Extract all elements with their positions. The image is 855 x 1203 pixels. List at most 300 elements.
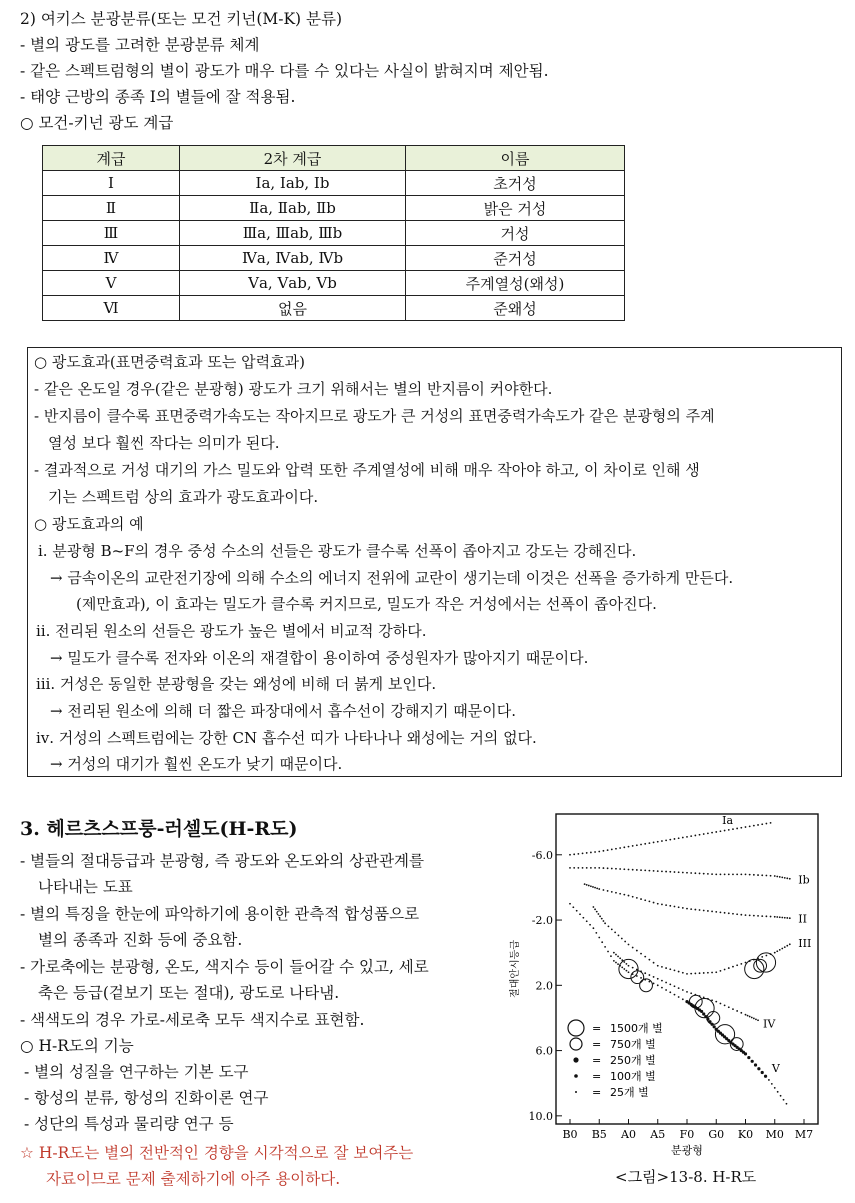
data-point [711, 832, 713, 834]
data-point [757, 824, 759, 826]
data-point [590, 852, 592, 854]
data-point [707, 873, 709, 875]
data-point [657, 903, 659, 905]
data-point [584, 883, 586, 885]
x-tick-label: B5 [591, 1128, 607, 1141]
note-line: 자료이므로 문제 출제하기에 아주 용이하다. [46, 1170, 341, 1188]
data-point [720, 970, 722, 972]
x-tick-label: K0 [737, 1128, 754, 1141]
data-point [586, 884, 588, 886]
data-point [648, 901, 650, 903]
data-point [740, 1012, 742, 1014]
data-point [665, 839, 667, 841]
data-point [611, 891, 613, 893]
legend-equals: = [592, 1086, 602, 1099]
section3-heading: 3. 헤르츠스프룽-러셀도(H-R도) [20, 818, 298, 840]
data-point [713, 1025, 716, 1028]
section2-bullet: - 별의 광도를 고려한 분광분류 체계 [20, 36, 260, 54]
data-point [740, 873, 742, 875]
star-clump [715, 1025, 734, 1044]
data-point [749, 874, 751, 876]
data-point [711, 972, 713, 974]
data-point [682, 837, 684, 839]
box-line: (제만효과), 이 효과는 밀도가 클수록 커지므로, 밀도가 작은 거성에서는 선폭이 좁아진다. [76, 595, 657, 613]
data-point [640, 869, 642, 871]
cell-class: Ⅳ [43, 246, 180, 271]
data-point [686, 872, 688, 874]
data-point [674, 969, 676, 971]
data-point [586, 867, 588, 869]
data-point [599, 915, 601, 917]
data-point [669, 991, 671, 993]
data-point [711, 911, 713, 913]
data-point [699, 834, 701, 836]
data-point [661, 870, 663, 872]
data-point [686, 836, 688, 838]
data-point [648, 974, 650, 976]
data-point [720, 873, 722, 875]
cell-name: 주계열성(왜성) [406, 271, 625, 296]
data-point [661, 980, 663, 982]
data-point [732, 913, 734, 915]
data-point [678, 906, 680, 908]
data-point [747, 1056, 750, 1059]
data-point [745, 873, 747, 875]
data-point [626, 970, 628, 972]
data-point [604, 946, 606, 948]
data-point [589, 924, 591, 926]
data-point [648, 981, 650, 983]
x-tick-label: A5 [650, 1128, 666, 1141]
cell-subclass: Ⅲa, Ⅲab, Ⅲb [180, 221, 406, 246]
data-point [745, 826, 747, 828]
data-point [623, 846, 625, 848]
data-point [577, 853, 579, 855]
data-point [617, 956, 619, 958]
data-point [755, 1018, 757, 1020]
data-point [632, 845, 634, 847]
data-point [694, 872, 696, 874]
data-point [657, 841, 659, 843]
cell-class: Ⅵ [43, 296, 180, 321]
data-point [594, 908, 596, 910]
data-point [747, 1015, 749, 1017]
data-point [628, 965, 630, 967]
sequence-label: III [798, 936, 812, 950]
data-point [665, 989, 667, 991]
data-point [694, 835, 696, 837]
cell-subclass: Ⅳa, Ⅳab, Ⅳb [180, 246, 406, 271]
data-point [665, 982, 667, 984]
legend-symbol [570, 1038, 582, 1050]
data-point [776, 876, 778, 878]
data-point [590, 867, 592, 869]
data-point [657, 870, 659, 872]
data-point [615, 892, 617, 894]
data-point [572, 906, 574, 908]
data-point [632, 967, 634, 969]
data-point [768, 1079, 770, 1081]
data-point [753, 825, 755, 827]
data-point [632, 869, 634, 871]
box-line: - 결과적으로 거성 대기의 가스 밀도와 압력 또한 주계열성에 비해 매우 작아야 하고, 이 차이로 인해 생 [34, 461, 700, 479]
data-point [682, 872, 684, 874]
data-point [761, 874, 763, 876]
data-point [771, 1083, 773, 1085]
box-line: → 거성의 대기가 훨씬 온도가 낮기 때문이다. [50, 755, 343, 773]
data-point [715, 971, 717, 973]
data-point [598, 851, 600, 853]
box-line: ○ 광도효과(표면중력효과 또는 압력효과) [34, 353, 305, 371]
data-point [777, 1091, 779, 1093]
data-point [779, 916, 781, 918]
legend-equals: = [592, 1038, 602, 1051]
sequence-label: II [798, 912, 808, 926]
data-point [644, 972, 646, 974]
data-point [694, 973, 696, 975]
data-point [669, 968, 671, 970]
table-row [43, 246, 625, 271]
data-point [678, 871, 680, 873]
data-point [569, 903, 571, 905]
data-point [588, 885, 590, 887]
data-point [757, 915, 759, 917]
data-point [784, 917, 786, 919]
x-tick-label: M7 [794, 1128, 814, 1141]
data-point [715, 911, 717, 913]
data-point [686, 991, 688, 993]
data-point [736, 828, 738, 830]
data-point [623, 968, 625, 970]
header-class: 계급 [43, 146, 180, 171]
data-point [623, 894, 625, 896]
data-point [661, 966, 663, 968]
data-point [707, 832, 709, 834]
data-point [653, 962, 655, 964]
data-point [682, 907, 684, 909]
legend-label: 250개 별 [610, 1054, 656, 1067]
data-point [740, 827, 742, 829]
data-point [781, 917, 783, 919]
data-point [576, 910, 578, 912]
data-point [707, 972, 709, 974]
y-axis-label: 절대안시등급 [510, 940, 521, 998]
data-point [774, 916, 776, 918]
data-point [774, 875, 776, 877]
data-point [607, 867, 609, 869]
sequence-label: IV [763, 1017, 776, 1031]
data-point [765, 955, 767, 957]
data-point [644, 843, 646, 845]
data-point [640, 953, 642, 955]
data-point [632, 947, 634, 949]
data-point [594, 851, 596, 853]
data-point [678, 837, 680, 839]
data-point [636, 969, 638, 971]
table-header-row [43, 146, 625, 171]
data-point [607, 849, 609, 851]
sequence-label: Ib [798, 873, 810, 887]
data-point [765, 915, 767, 917]
data-point [611, 928, 613, 930]
data-point [781, 876, 783, 878]
data-point [596, 887, 598, 889]
y-tick-label: 6.0 [535, 1044, 553, 1058]
x-tick-label: F0 [679, 1128, 695, 1141]
data-point [770, 875, 772, 877]
data-point [724, 873, 726, 875]
section3-line: - 색색도의 경우 가로-세로축 모두 색지수로 표현함. [20, 1011, 365, 1029]
legend-equals: = [592, 1054, 602, 1067]
data-point [657, 978, 659, 980]
data-point [598, 867, 600, 869]
data-point [711, 873, 713, 875]
table-row [43, 221, 625, 246]
table-row [43, 171, 625, 196]
x-tick-label: A0 [621, 1128, 636, 1141]
data-point [780, 1095, 782, 1097]
data-point [593, 906, 595, 908]
data-point [728, 1006, 730, 1008]
y-tick-label: -6.0 [531, 848, 553, 862]
data-point [653, 870, 655, 872]
cell-subclass: Ⅰa, Ⅰab, Ⅰb [180, 171, 406, 196]
data-point [640, 844, 642, 846]
data-point [619, 847, 621, 849]
data-point [690, 973, 692, 975]
table-row [43, 271, 625, 296]
data-point [613, 960, 615, 962]
section3-line: - 별들의 절대등급과 분광형, 즉 광도와 온도와의 상관관계를 [20, 852, 425, 870]
data-point [573, 867, 575, 869]
data-point [644, 899, 646, 901]
data-point [736, 1010, 738, 1012]
data-point [657, 984, 659, 986]
data-point [653, 902, 655, 904]
data-point [761, 956, 763, 958]
legend-symbol [573, 1057, 578, 1062]
data-point [644, 870, 646, 872]
star-clump [640, 979, 653, 992]
data-point [715, 873, 717, 875]
data-point [636, 950, 638, 952]
data-point [690, 908, 692, 910]
data-point [753, 915, 755, 917]
data-point [626, 963, 628, 965]
data-point [657, 965, 659, 967]
data-point [776, 916, 778, 918]
luminosity-class-table [42, 145, 625, 321]
data-point [613, 952, 615, 954]
data-point [732, 1008, 734, 1010]
data-point [636, 897, 638, 899]
data-point [761, 1071, 764, 1074]
data-point [720, 1003, 722, 1005]
box-line: → 밀도가 클수록 전자와 이온의 재결합이 용이하여 중성원자가 많아지기 때문이다. [50, 649, 589, 667]
data-point [736, 913, 738, 915]
data-point [753, 1018, 755, 1020]
data-point [682, 972, 684, 974]
data-point [653, 983, 655, 985]
data-point [598, 913, 600, 915]
section3-line: - 별의 특징을 한눈에 파악하기에 용이한 관측적 합성품으로 [20, 905, 420, 923]
data-point [720, 830, 722, 832]
data-point [615, 868, 617, 870]
legend-label: 750개 별 [610, 1038, 656, 1051]
cell-name: 준거성 [406, 246, 625, 271]
data-point [724, 912, 726, 914]
data-point [703, 972, 705, 974]
data-point [786, 917, 788, 919]
box-line: 열성 보다 훨씬 작다는 의미가 된다. [48, 434, 280, 452]
data-point [669, 839, 671, 841]
data-point [686, 908, 688, 910]
data-point [703, 873, 705, 875]
data-point [740, 963, 742, 965]
data-point [786, 945, 788, 947]
data-point [745, 914, 747, 916]
data-point [619, 957, 621, 959]
data-point [789, 943, 791, 945]
data-point [648, 959, 650, 961]
data-point [603, 889, 605, 891]
data-point [577, 867, 579, 869]
data-point [601, 918, 603, 920]
section3-line: 별의 종족과 진화 등에 중요함. [38, 931, 243, 949]
data-point [573, 853, 575, 855]
data-point [757, 1019, 759, 1021]
data-point [615, 848, 617, 850]
box-line: 기는 스펙트럼 상의 효과가 광도효과이다. [48, 488, 319, 506]
data-point [674, 985, 676, 987]
data-point [653, 976, 655, 978]
data-point [770, 916, 772, 918]
data-point [674, 838, 676, 840]
y-tick-label: 10.0 [528, 1109, 553, 1123]
section3-line: - 별의 성질을 연구하는 기본 도구 [24, 1063, 249, 1081]
data-point [786, 1103, 788, 1105]
data-point [728, 912, 730, 914]
table-heading: ○ 모건-키넌 광도 계급 [20, 114, 174, 132]
data-point [694, 909, 696, 911]
data-point [702, 1012, 705, 1015]
data-point [761, 915, 763, 917]
data-point [615, 954, 617, 956]
data-point [674, 906, 676, 908]
data-point [624, 941, 626, 943]
data-point [736, 964, 738, 966]
data-point [644, 956, 646, 958]
data-point [596, 911, 598, 913]
section3-line: 나타내는 도표 [38, 878, 133, 896]
data-point [690, 992, 692, 994]
data-point [665, 904, 667, 906]
figure-caption: <그림>13-8. H-R도 [615, 1168, 757, 1186]
data-point [619, 893, 621, 895]
data-point [784, 877, 786, 879]
section3-line: ○ H-R도의 기능 [20, 1037, 134, 1055]
section3-line: - 성단의 특성과 물리량 연구 등 [24, 1115, 234, 1133]
legend-label: 25개 별 [610, 1086, 649, 1099]
data-point [594, 887, 596, 889]
data-point [765, 823, 767, 825]
data-point [732, 966, 734, 968]
data-point [765, 875, 767, 877]
data-point [623, 868, 625, 870]
data-point [736, 873, 738, 875]
x-tick-label: G0 [708, 1128, 725, 1141]
data-point [636, 844, 638, 846]
data-point [724, 1004, 726, 1006]
x-axis-label: 분광형 [671, 1144, 703, 1157]
data-point [603, 920, 605, 922]
data-point [764, 1075, 767, 1078]
data-point [601, 941, 603, 943]
cell-class: Ⅴ [43, 271, 180, 296]
data-point [582, 867, 584, 869]
header-subclass: 2차 계급 [180, 146, 406, 171]
data-point [781, 948, 783, 950]
data-point [632, 896, 634, 898]
data-point [751, 1017, 753, 1019]
data-point [749, 825, 751, 827]
data-point [678, 987, 680, 989]
legend-label: 1500개 별 [610, 1022, 663, 1035]
data-point [569, 867, 571, 869]
data-point [648, 870, 650, 872]
data-point [603, 850, 605, 852]
data-point [593, 927, 595, 929]
section2-heading: 2) 여키스 분광분류(또는 모건 키넌(M-K) 분류) [20, 10, 343, 28]
data-point [610, 955, 612, 957]
data-point [749, 914, 751, 916]
box-line: → 전리된 원소에 의해 더 짧은 파장대에서 흡수선이 강해지기 때문이다. [50, 702, 516, 720]
legend-symbol [575, 1091, 577, 1093]
data-point [665, 871, 667, 873]
data-point [783, 1099, 785, 1101]
data-point [784, 946, 786, 948]
data-point [757, 1067, 760, 1070]
box-line: ⅰ. 분광형 B~F의 경우 중성 수소의 선들은 광도가 클수록 선폭이 좁아지고 강도는 강해진다. [38, 542, 637, 560]
data-point [653, 842, 655, 844]
data-point [586, 852, 588, 854]
data-point [674, 994, 676, 996]
box-line: - 반지름이 클수록 표면중력가속도는 작아지므로 광도가 큰 거성의 표면중력가속도가 같은 분광형의 주계 [34, 407, 715, 425]
data-point [661, 987, 663, 989]
data-point [582, 852, 584, 854]
data-point [699, 909, 701, 911]
cell-name: 초거성 [406, 171, 625, 196]
star-clump [619, 959, 638, 978]
luminosity-effect-box [27, 347, 842, 777]
data-point [732, 828, 734, 830]
section2-bullet: - 태양 근방의 종족 Ⅰ의 별들에 잘 적용됨. [20, 88, 296, 106]
data-point [761, 823, 763, 825]
data-point [700, 1010, 703, 1013]
data-point [586, 920, 588, 922]
data-point [594, 867, 596, 869]
box-line: ○ 광도효과의 예 [34, 515, 144, 533]
data-point [608, 925, 610, 927]
data-point [732, 873, 734, 875]
data-point [636, 869, 638, 871]
data-point [754, 1063, 757, 1066]
data-point [703, 833, 705, 835]
section3-line: 축은 등급(겉보기 또는 절대), 광도로 나타냄. [38, 984, 340, 1002]
box-line: ⅱ. 전리된 원소의 선들은 광도가 높은 별에서 비교적 강하다. [36, 622, 427, 640]
data-point [628, 971, 630, 973]
box-line: ⅳ. 거성의 스펙트럼에는 강한 CN 흡수선 띠가 나타나나 왜성에는 거의 없다. [36, 729, 537, 747]
